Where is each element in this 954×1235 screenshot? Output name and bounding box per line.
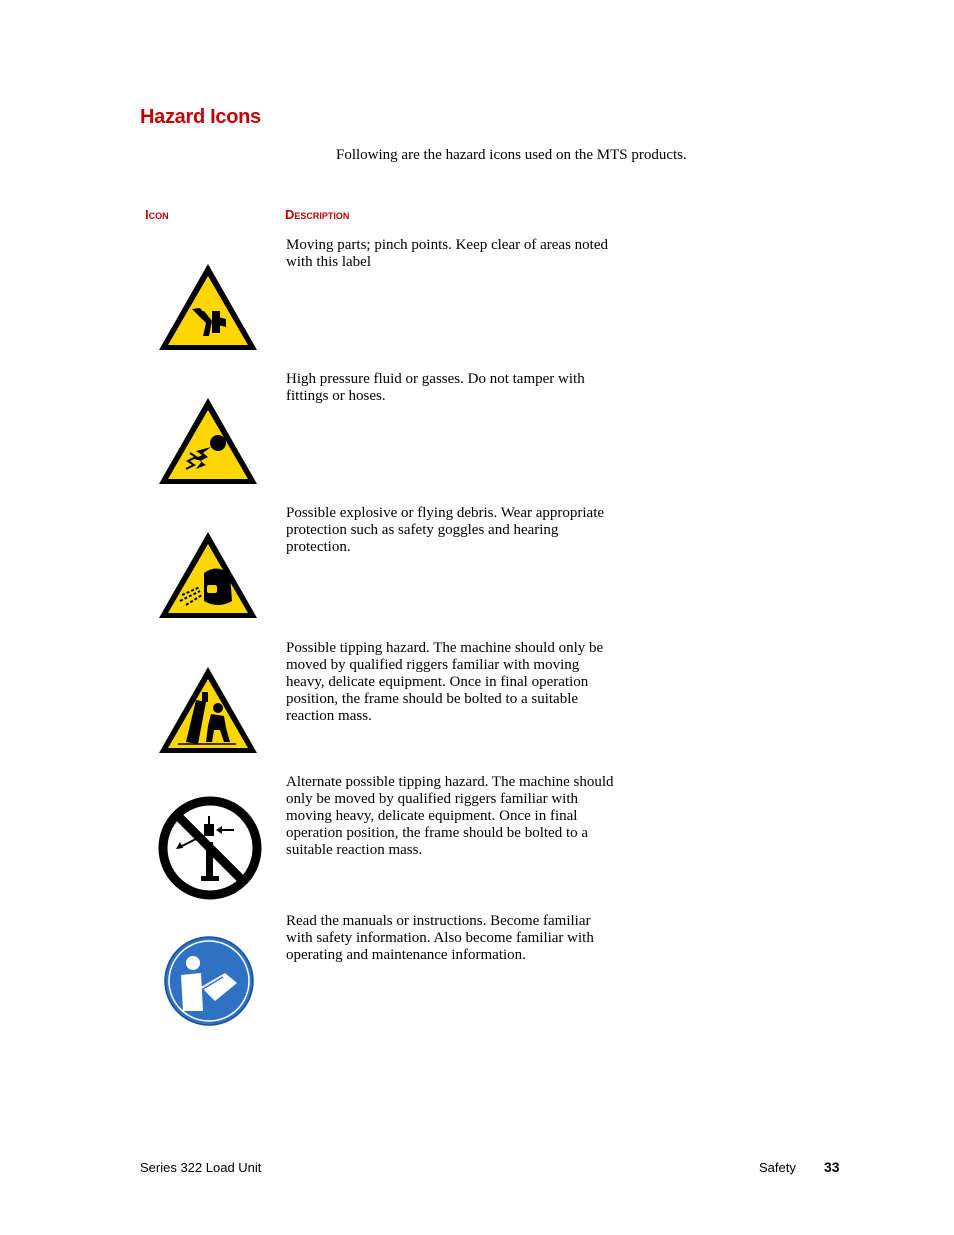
hazard-description: High pressure fluid or gasses. Do not tamper with fittings or hoses. [286, 371, 585, 404]
high-pressure-hazard-icon [156, 395, 260, 487]
read-manual-icon [163, 935, 255, 1027]
hazard-description: Alternate possible tipping hazard. The machine should only be moved by qualified riggers familiar with moving heavy, delicate equipment. Once in final operation position, the frame should be bolted to a suitable reaction mass. [286, 774, 614, 858]
hazard-description: Possible explosive or flying debris. Wear appropriate protection such as safety goggles and hearing protection. [286, 505, 605, 555]
intro-text: Following are the hazard icons used on the MTS products. [336, 147, 687, 163]
hazard-row [0, 774, 954, 908]
column-header-description: Description [285, 207, 350, 222]
page-title: Hazard Icons [140, 106, 261, 128]
hazard-row [0, 505, 954, 639]
no-tipping-prohibition-icon [158, 796, 262, 900]
footer-section-name: Safety [759, 1160, 796, 1175]
footer-page-number: 33 [824, 1159, 840, 1175]
hazard-description: Moving parts; pinch points. Keep clear of areas noted with this label [286, 237, 608, 270]
hazard-description: Read the manuals or instructions. Become familiar with safety information. Also become familiar with operating and maintenance information. [286, 913, 594, 963]
hazard-row [0, 237, 954, 371]
column-header-icon: Icon [145, 207, 169, 222]
hazard-row [0, 913, 954, 1047]
hazard-description: Possible tipping hazard. The machine should only be moved by qualified riggers familiar with moving heavy, delicate equipment. Once in final operation position, the frame should be bolted to a suitable reaction mass. [286, 640, 604, 724]
tipping-hazard-icon [156, 664, 260, 756]
hazard-row [0, 640, 954, 774]
footer-document-title: Series 322 Load Unit [140, 1160, 262, 1175]
pinch-point-hazard-icon [156, 261, 260, 353]
flying-debris-hazard-icon [156, 529, 260, 621]
hazard-row [0, 371, 954, 505]
